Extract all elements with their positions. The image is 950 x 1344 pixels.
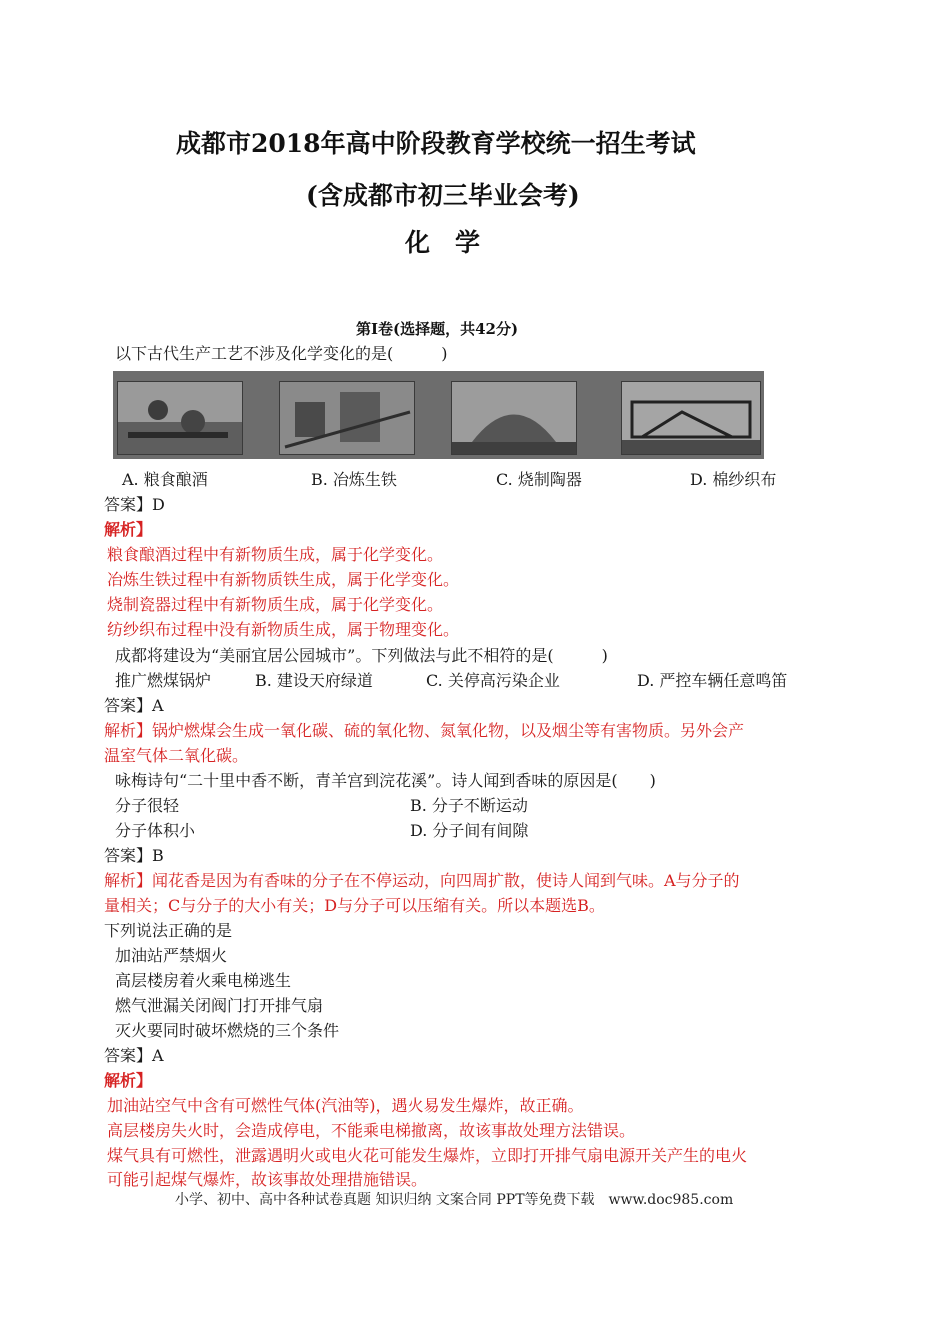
q4-option: 灭火要同时破坏燃烧的三个条件 [115, 1021, 340, 1040]
q4-option: 燃气泄漏关闭阀门打开排气扇 [115, 996, 324, 1015]
subject-title: 化 学 [405, 228, 481, 257]
q1-option-d: D. 棉纱织布 [690, 470, 777, 489]
q4-answer: 答案】A [104, 1046, 164, 1065]
q1-analysis-line: 烧制瓷器过程中有新物质生成，属于化学变化。 [107, 595, 444, 614]
q1-image-strip [113, 371, 764, 459]
section-heading: 第Ⅰ卷(选择题，共42分) [356, 320, 519, 338]
q3-analysis-line: 解析】闻花香是因为有香味的分子在不停运动，向四周扩散，使诗人闻到气味。A与分子的 [104, 871, 740, 890]
exam-subtitle: (含成都市初三毕业会考) [306, 181, 580, 210]
q2-option-c: C. 关停高污染企业 [426, 671, 560, 690]
q1-analysis-label: 解析】 [104, 520, 153, 539]
q4-analysis-line: 加油站空气中含有可燃性气体(汽油等)，遇火易发生爆炸，故正确。 [107, 1096, 584, 1115]
q3-option-a: 分子很轻 [115, 796, 180, 815]
q1-option-a: A. 粮食酿酒 [122, 470, 208, 489]
q1-stem: 以下古代生产工艺不涉及化学变化的是( ) [115, 344, 448, 363]
q1-analysis-line: 纺纱织布过程中没有新物质生成，属于物理变化。 [107, 620, 460, 639]
q4-analysis-line: 高层楼房失火时，会造成停电，不能乘电梯撤离，故该事故处理方法错误。 [107, 1121, 636, 1140]
q1-image-weaving [621, 381, 761, 455]
q1-option-b: B. 冶炼生铁 [311, 470, 397, 489]
q4-analysis-line: 可能引起煤气爆炸，故该事故处理措施错误。 [107, 1170, 428, 1189]
q1-analysis-line: 粮食酿酒过程中有新物质生成，属于化学变化。 [107, 545, 444, 564]
q1-image-smelting [279, 381, 415, 455]
q2-option-d: D. 严控车辆任意鸣笛 [637, 671, 788, 690]
q1-image-brewing [117, 381, 243, 455]
q3-stem: 咏梅诗句“二十里中香不断，青羊宫到浣花溪”。诗人闻到香味的原因是( ) [115, 771, 656, 790]
q3-option-b: B. 分子不断运动 [410, 796, 528, 815]
q2-analysis-line: 解析】锅炉燃煤会生成一氧化碳、硫的氧化物、氮氧化物，以及烟尘等有害物质。另外会产 [104, 721, 745, 740]
footer-note: 小学、初中、高中各种试卷真题 知识归纳 文案合同 PPT等免费下载 www.doc985.com [175, 1192, 734, 1208]
q4-option: 加油站严禁烟火 [115, 946, 228, 965]
q2-stem: 成都将建设为“美丽宜居公园城市”。下列做法与此不相符的是( ) [115, 646, 608, 665]
q3-analysis-line: 量相关；C与分子的大小有关；D与分子可以压缩有关。所以本题选B。 [104, 896, 605, 915]
q4-stem: 下列说法正确的是 [104, 921, 233, 940]
q2-option-b: B. 建设天府绿道 [255, 671, 373, 690]
q4-analysis-line: 煤气具有可燃性，泄露遇明火或电火花可能发生爆炸，立即打开排气扇电源开关产生的电火 [107, 1146, 748, 1165]
q1-answer: 答案】D [104, 495, 165, 514]
q3-option-c: 分子体积小 [115, 821, 196, 840]
q4-analysis-label: 解析】 [104, 1071, 153, 1090]
q1-image-pottery [451, 381, 577, 455]
q4-option: 高层楼房着火乘电梯逃生 [115, 971, 292, 990]
q1-analysis-line: 冶炼生铁过程中有新物质铁生成，属于化学变化。 [107, 570, 460, 589]
q3-answer: 答案】B [104, 846, 164, 865]
exam-title: 成都市2018年高中阶段教育学校统一招生考试 [176, 129, 696, 158]
q2-analysis-line: 温室气体二氧化碳。 [104, 746, 249, 765]
q2-option-a: 推广燃煤锅炉 [115, 671, 212, 690]
q1-option-c: C. 烧制陶器 [496, 470, 582, 489]
q2-answer: 答案】A [104, 696, 164, 715]
q3-option-d: D. 分子间有间隙 [410, 821, 529, 840]
